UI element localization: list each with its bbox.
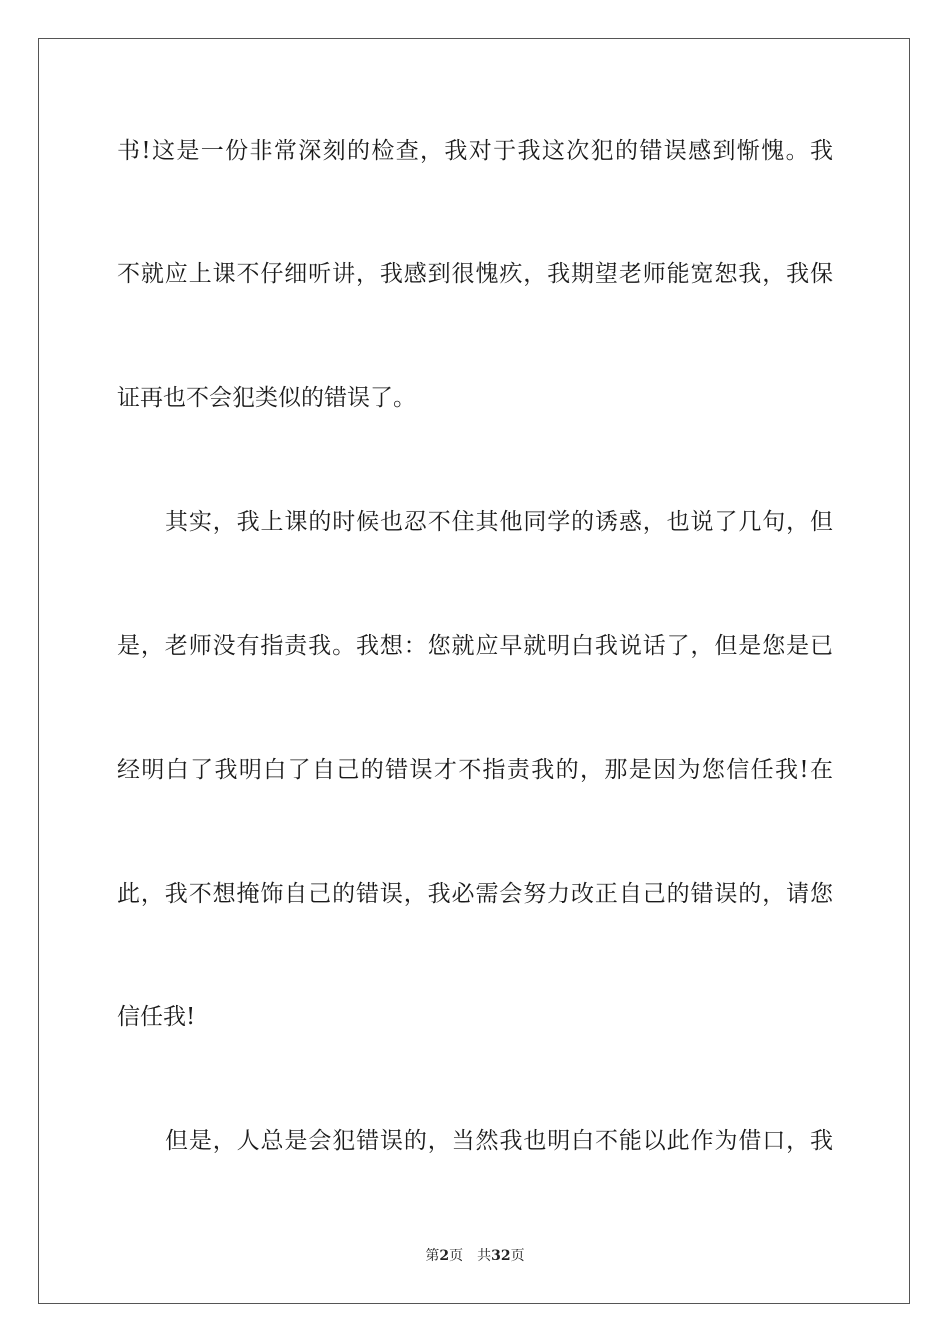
paragraph-line: 证再也不会犯类似的错误了。 — [117, 385, 416, 411]
paragraph-line: 但是，人总是会犯错误的，当然我也明白不能以此作为借口，我 — [165, 1128, 833, 1154]
current-page-number: 2 — [439, 1248, 450, 1264]
page-border — [38, 38, 910, 1304]
paragraph-line: 此，我不想掩饰自己的错误，我必需会努力改正自己的错误的，请您 — [117, 881, 833, 907]
paragraph-line: 信任我! — [117, 1004, 196, 1030]
page-footer — [0, 1247, 950, 1265]
paragraph-line: 不就应上课不仔细听讲，我感到很愧疚，我期望老师能宽恕我，我保 — [117, 261, 833, 287]
paragraph-line: 是，老师没有指责我。我想：您就应早就明白我说话了，但是您是已 — [117, 633, 833, 659]
total-suffix: 页 — [510, 1248, 525, 1264]
paragraph-line: 书!这是一份非常深刻的检查，我对于我这次犯的错误感到惭愧。我 — [117, 138, 833, 164]
total-prefix: 共 — [477, 1248, 492, 1264]
total-page-count: 32 — [491, 1248, 511, 1264]
paragraph-line: 经明白了我明白了自己的错误才不指责我的，那是因为您信任我!在 — [117, 757, 833, 783]
page-suffix: 页 — [449, 1248, 464, 1264]
page-prefix: 第 — [425, 1248, 440, 1264]
paragraph-line: 其实，我上课的时候也忍不住其他同学的诱惑，也说了几句，但 — [165, 509, 833, 535]
